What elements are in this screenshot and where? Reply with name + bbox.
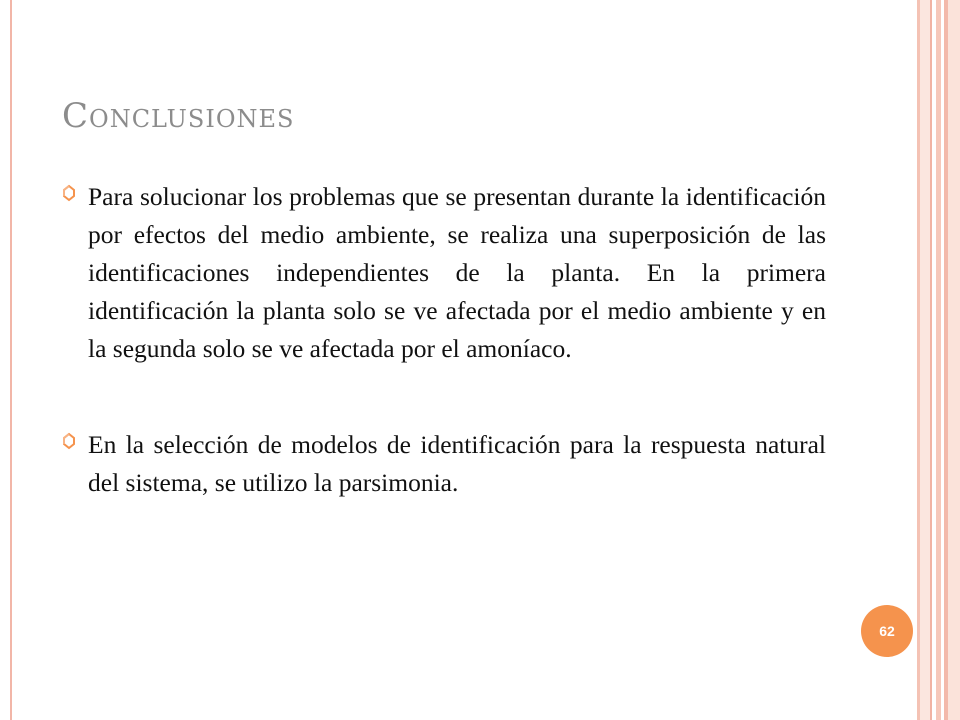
bullet-icon	[62, 432, 76, 450]
bullet-text: Para solucionar los problemas que se presentan durante la identificación por efectos del medio ambiente, se realiza una superposición de las identificaciones independientes de la planta. En la primera identificación la planta solo se ve afectada por el medio ambiente y en la segunda solo se ve afectada por el amoníaco.	[88, 182, 826, 363]
page-number-badge: 62	[861, 605, 913, 657]
slide-title: Conclusiones	[62, 96, 295, 136]
bullet-list	[62, 178, 826, 560]
left-border	[10, 0, 12, 720]
decorative-stripe	[920, 0, 930, 720]
bullet-item	[62, 426, 826, 502]
bullet-icon	[62, 184, 76, 202]
bullet-text: En la selección de modelos de identificación para la respuesta natural del sistema, se utilizo la parsimonia.	[88, 430, 826, 497]
decorative-stripe	[948, 0, 960, 720]
bullet-item	[62, 178, 826, 368]
